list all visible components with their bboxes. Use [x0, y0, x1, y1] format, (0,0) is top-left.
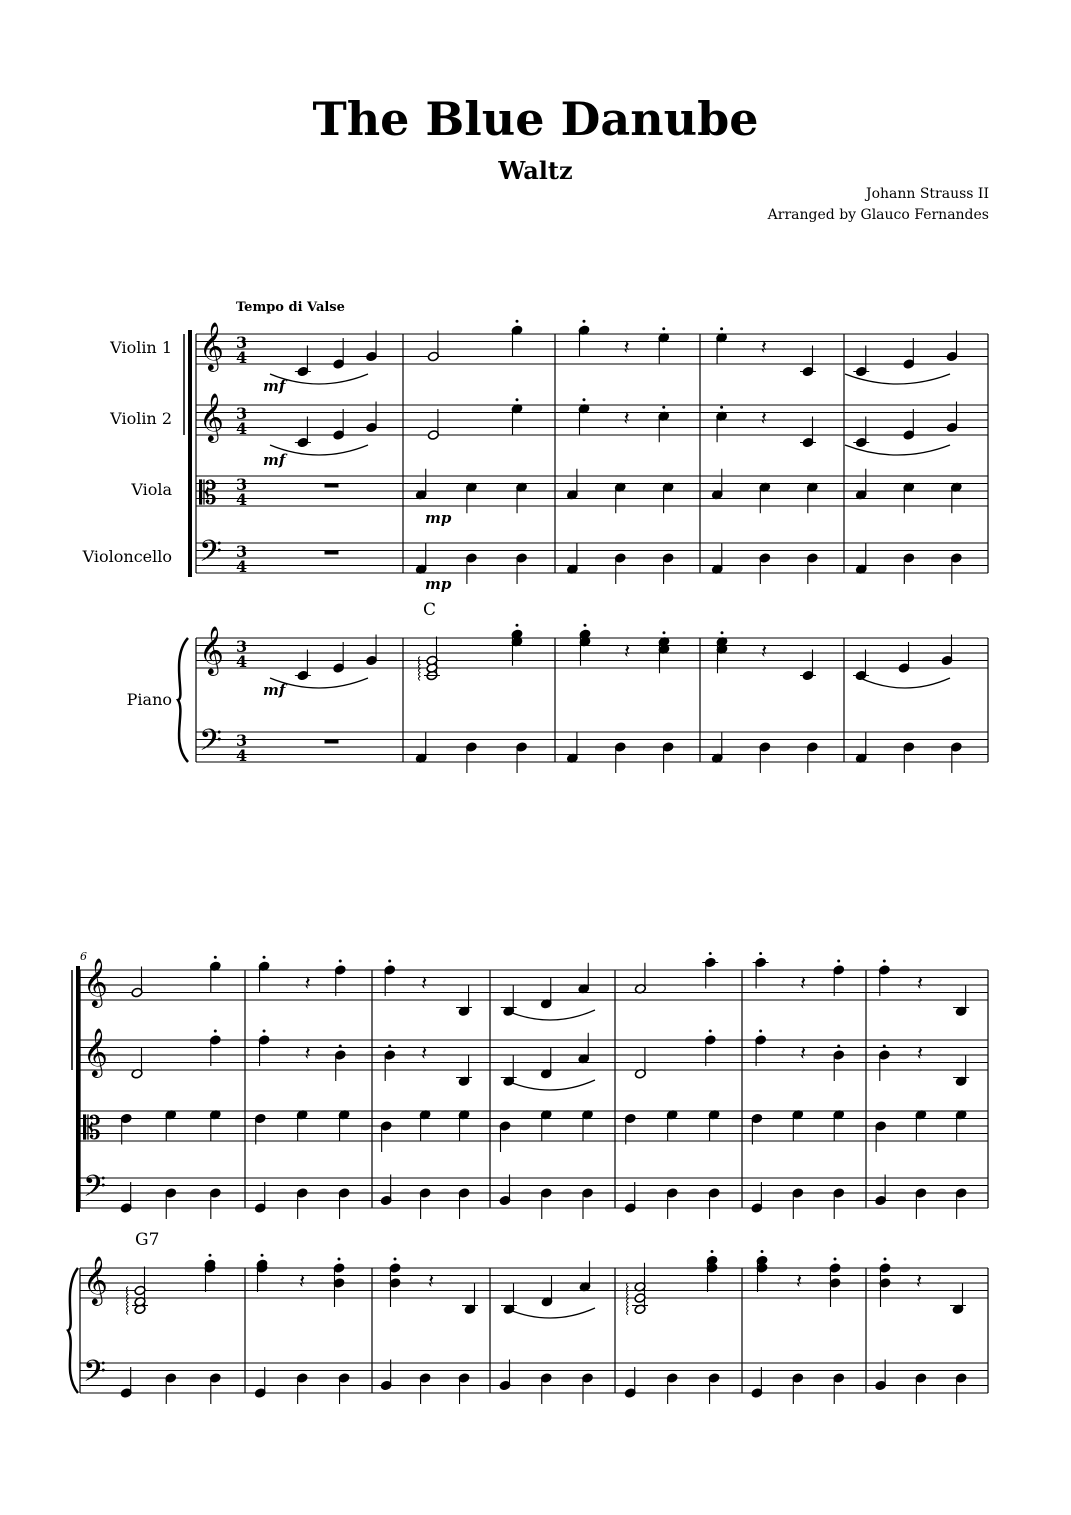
staccato-dot [884, 1258, 887, 1261]
quarter-rest: 𝄽 [299, 1269, 306, 1293]
whole-rest [325, 551, 339, 555]
staccato-dot [662, 327, 665, 330]
staccato-dot [516, 624, 519, 627]
staccato-dot [584, 624, 587, 627]
staccato-dot [837, 960, 840, 963]
staccato-dot [209, 1254, 212, 1257]
staccato-dot [214, 956, 217, 959]
quarter-rest: 𝄽 [428, 1269, 435, 1293]
quarter-rest: 𝄽 [421, 971, 428, 995]
dynamic-marking: mf [263, 681, 286, 699]
quarter-rest: 𝄽 [421, 1041, 428, 1065]
staccato-dot [709, 952, 712, 955]
staccato-dot [662, 406, 665, 409]
treble-clef: 𝄞 [83, 1255, 108, 1304]
chord-symbol: C [423, 600, 437, 620]
quarter-rest: 𝄽 [916, 1269, 923, 1293]
slur [860, 678, 950, 688]
bass-clef: 𝄢 [83, 1170, 107, 1211]
slur [505, 1308, 595, 1318]
staccato-dot [721, 631, 724, 634]
quarter-rest: 𝄽 [304, 971, 311, 995]
staccato-dot [883, 1045, 886, 1048]
staccato-dot [339, 1045, 342, 1048]
staccato-dot [663, 631, 666, 634]
treble-clef: 𝄞 [83, 957, 108, 1006]
treble-clef: 𝄞 [83, 1027, 108, 1076]
staccato-dot [761, 1250, 764, 1253]
staccato-dot [583, 398, 586, 401]
time-signature-numerator: 3 [236, 637, 248, 656]
piano-brace [68, 1268, 78, 1393]
quarter-rest: 𝄽 [916, 971, 924, 995]
staccato-dot [711, 1250, 714, 1253]
instrument-label-piano: Piano [126, 690, 172, 709]
staccato-dot [720, 406, 723, 409]
staccato-dot [883, 960, 886, 963]
staccato-dot [583, 320, 586, 323]
staccato-dot [261, 1254, 264, 1257]
piece-subtitle: Waltz [498, 156, 573, 185]
staccato-dot [263, 1030, 266, 1033]
instrument-label-violoncello: Violoncello [82, 547, 172, 566]
staccato-dot [339, 960, 342, 963]
time-signature-denominator: 4 [236, 652, 248, 671]
time-signature-denominator: 4 [236, 490, 248, 509]
time-signature-numerator: 3 [236, 731, 248, 750]
quarter-rest: 𝄽 [760, 335, 767, 359]
arranger-credit: Arranged by Glauco Fernandes [767, 207, 989, 223]
piano-brace [178, 638, 188, 762]
staccato-dot [709, 1030, 712, 1033]
quarter-rest: 𝄽 [624, 639, 631, 663]
staccato-dot [388, 960, 391, 963]
staccato-dot [263, 956, 266, 959]
time-signature-denominator: 4 [236, 419, 248, 438]
staccato-dot [214, 1030, 217, 1033]
staccato-dot [759, 1030, 762, 1033]
whole-rest [325, 484, 339, 488]
whole-rest [325, 740, 339, 744]
staccato-dot [388, 1045, 391, 1048]
quarter-rest: 𝄽 [761, 639, 768, 663]
slur [505, 1010, 595, 1020]
dynamic-marking: mp [425, 509, 452, 527]
instrument-label-violin-2: Violin 2 [110, 409, 172, 428]
time-signature-numerator: 3 [236, 475, 248, 494]
tempo-marking: Tempo di Valse [236, 300, 345, 315]
time-signature-denominator: 4 [236, 348, 248, 367]
measure-number: 6 [80, 950, 87, 963]
piece-title: The Blue Danube [312, 92, 759, 146]
quarter-rest: 𝄽 [304, 1041, 311, 1065]
staccato-dot [516, 320, 519, 323]
bass-clef: 𝄢 [83, 1355, 107, 1396]
time-signature-denominator: 4 [236, 557, 248, 576]
instrument-label-violin-1: Violin 1 [110, 338, 172, 357]
staccato-dot [516, 398, 519, 401]
time-signature-denominator: 4 [236, 746, 248, 765]
time-signature-numerator: 3 [236, 542, 248, 561]
staccato-dot [720, 327, 723, 330]
treble-clef: 𝄞 [199, 392, 224, 441]
quarter-rest: 𝄽 [623, 406, 630, 430]
staccato-dot [834, 1258, 837, 1261]
treble-clef: 𝄞 [199, 625, 224, 674]
treble-clef: 𝄞 [199, 321, 224, 370]
bass-clef: 𝄢 [199, 724, 223, 765]
alto-clef: 𝄡 [83, 1109, 101, 1147]
staccato-dot [837, 1045, 840, 1048]
staccato-dot [394, 1258, 397, 1261]
chord-symbol: G7 [135, 1230, 160, 1250]
quarter-rest: 𝄽 [800, 1041, 807, 1065]
quarter-rest: 𝄽 [916, 1041, 924, 1065]
dynamic-marking: mf [263, 451, 286, 469]
slur [505, 1080, 595, 1090]
quarter-rest: 𝄽 [623, 335, 630, 359]
quarter-rest: 𝄽 [800, 971, 807, 995]
dynamic-marking: mp [425, 575, 452, 593]
alto-clef: 𝄡 [199, 474, 217, 512]
time-signature-numerator: 3 [236, 404, 248, 423]
staccato-dot [759, 952, 762, 955]
composer-credit: Johann Strauss II [865, 186, 989, 202]
dynamic-marking: mf [263, 377, 286, 395]
quarter-rest: 𝄽 [760, 406, 767, 430]
bass-clef: 𝄢 [199, 535, 223, 576]
instrument-label-viola: Viola [131, 480, 172, 499]
quarter-rest: 𝄽 [796, 1269, 803, 1293]
arpeggio-mark [627, 1283, 629, 1315]
string-bracket [188, 330, 192, 577]
staccato-dot [338, 1258, 341, 1261]
time-signature-numerator: 3 [236, 333, 248, 352]
